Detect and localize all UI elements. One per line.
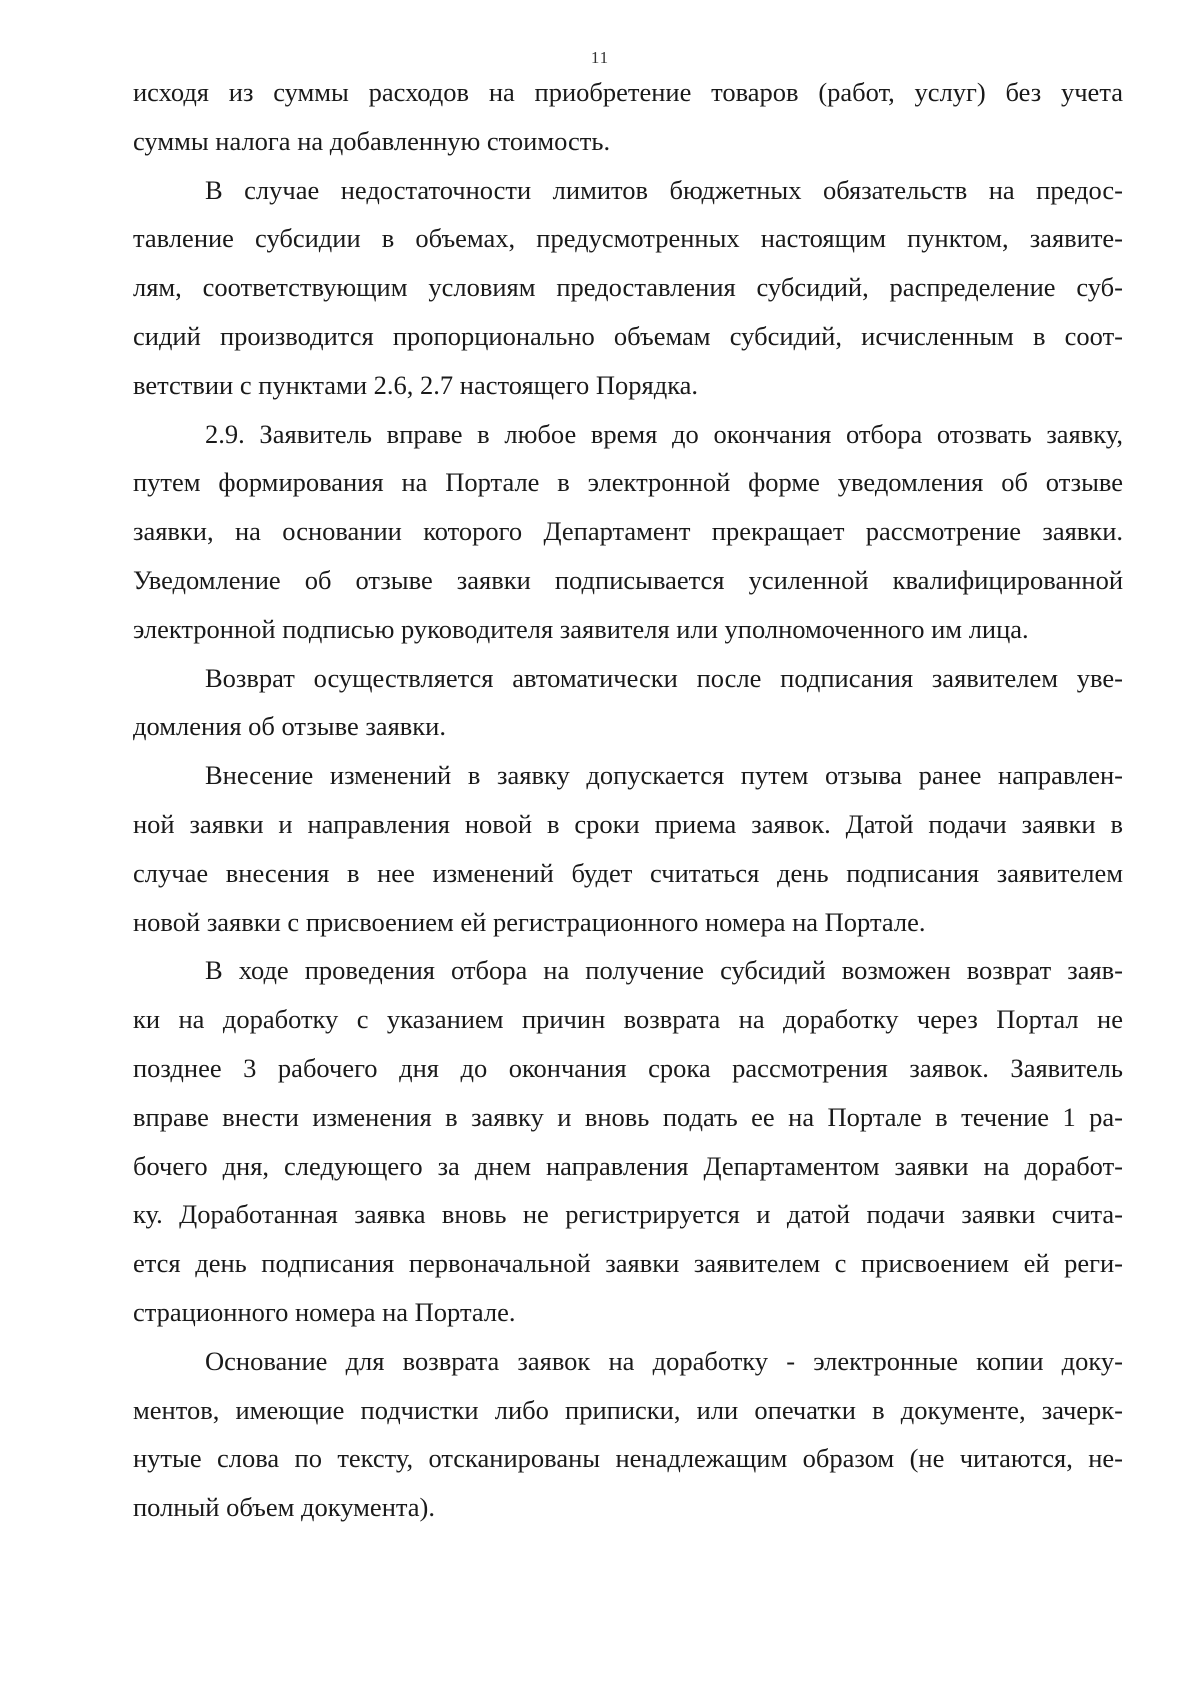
text-line: нутые слова по тексту, отсканированы ненадлежащим образом (не читаются, не- [133,1443,1123,1474]
text-line: В случае недостаточности лимитов бюджетных обязательств на предос- [205,174,1123,205]
text-line: вправе внести изменения в заявку и вновь подать ее на Портале в течение 1 ра- [133,1101,1123,1132]
text-line: тавление субсидии в объемах, предусмотренных настоящим пунктом, заявите- [133,223,1123,254]
text-line: ку. Доработанная заявка вновь не регистрируется и датой подачи заявки счита- [133,1199,1123,1230]
text-line: исходя из суммы расходов на приобретение товаров (работ, услуг) без учета [133,77,1123,107]
text-line: заявки, на основании которого Департамент прекращает рассмотрение заявки. [133,516,1123,547]
text-line: случае внесения в нее изменений будет считаться день подписания заявителем [133,857,1123,888]
text-line: электронной подписью руководителя заявителя или уполномоченного им лица. [133,613,1029,644]
text-line: позднее 3 рабочего дня до окончания срока рассмотрения заявок. Заявитель [133,1052,1123,1083]
text-line: лям, соответствующим условиям предоставления субсидий, распределение суб- [133,272,1123,303]
page-number: 11 [590,48,610,67]
text-line: суммы налога на добавленную стоимость. [133,125,611,156]
text-line: Возврат осуществляется автоматически после подписания заявителем уве- [205,662,1123,693]
text-line: ментов, имеющие подчистки либо приписки, или опечатки в документе, зачерк- [133,1394,1123,1425]
text-line: бочего дня, следующего за днем направления Департаментом заявки на доработ- [133,1150,1123,1181]
text-line: Основание для возврата заявок на доработку - электронные копии доку- [205,1345,1123,1376]
text-line: ной заявки и направления новой в сроки приема заявок. Датой подачи заявки в [133,808,1123,839]
document-body [133,68,1123,1532]
text-line: домления об отзыве заявки. [133,711,446,742]
text-line: полный объем документа). [133,1492,435,1523]
text-line: страционного номера на Портале. [133,1296,516,1327]
text-line: ветствии с пунктами 2.6, 2.7 настоящего Порядка. [133,369,699,400]
text-line: 2.9. Заявитель вправе в любое время до окончания отбора отозвать заявку, [205,418,1123,449]
text-line: путем формирования на Портале в электронной форме уведомления об отзыве [133,467,1123,498]
text-line: В ходе проведения отбора на получение субсидий возможен возврат заяв- [205,955,1123,986]
text-line: ется день подписания первоначальной заявки заявителем с присвоением ей реги- [133,1248,1123,1279]
text-line: новой заявки с присвоением ей регистрационного номера на Портале. [133,906,926,937]
text-line: Внесение изменений в заявку допускается путем отзыва ранее направлен- [205,760,1123,791]
text-line: Уведомление об отзыве заявки подписывается усиленной квалифицированной [133,564,1123,595]
text-line: сидий производится пропорционально объемам субсидий, исчисленным в соот- [133,320,1123,351]
text-line: ки на доработку с указанием причин возврата на доработку через Портал не [133,1004,1123,1035]
